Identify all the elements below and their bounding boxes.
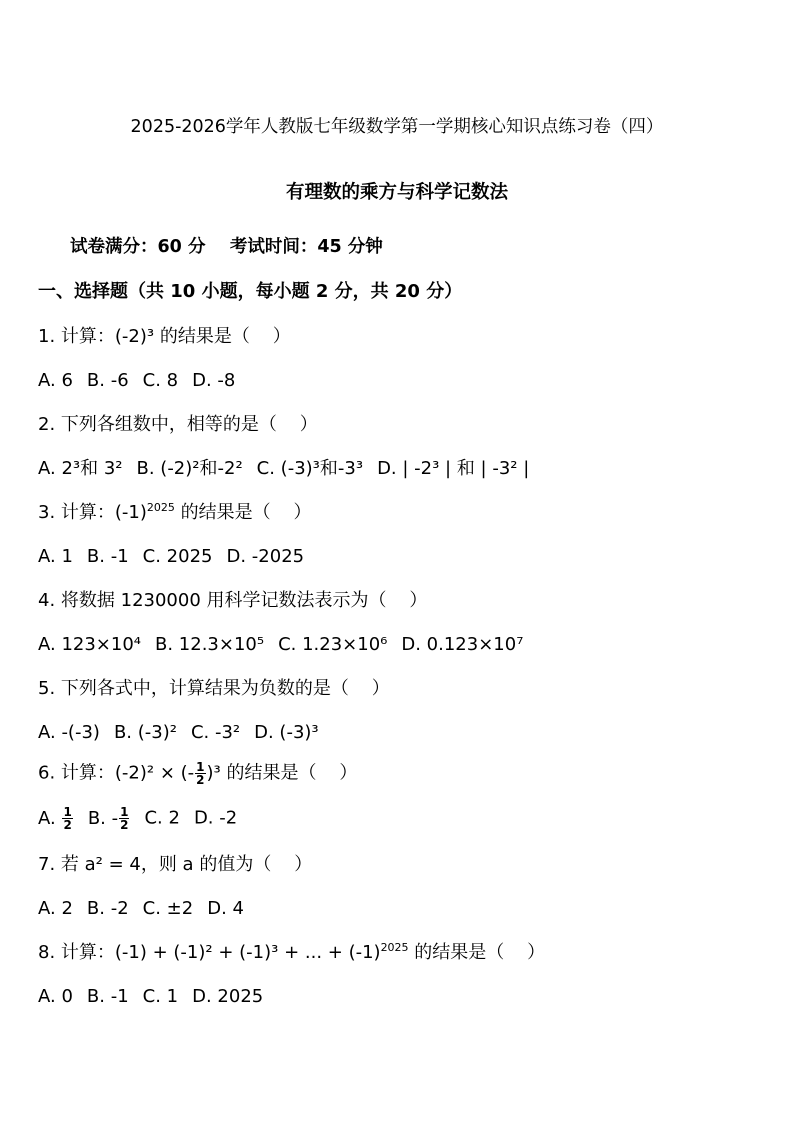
question-3-stem xyxy=(38,501,312,525)
question-2-options xyxy=(38,457,529,481)
q3-option-a: A. 1 xyxy=(38,546,73,567)
q6-fraction-numerator: 1 xyxy=(196,760,205,774)
question-4-options xyxy=(38,633,523,657)
exam-info xyxy=(70,233,383,258)
q5-option-c: C. -3² xyxy=(190,722,241,743)
q3-stem-tail: 的结果是（ ） xyxy=(174,502,312,523)
q3-option-d: D. -2025 xyxy=(226,546,305,567)
question-7-stem: 7. 若 a² = 4，则 a 的值为（ ） xyxy=(38,854,313,875)
q3-option-c: C. 2025 xyxy=(142,546,213,567)
q3-exponent: 2025 xyxy=(146,501,175,514)
question-1-stem: 1. 计算：(-2)³ 的结果是（ ） xyxy=(38,326,291,347)
question-6-stem xyxy=(38,761,357,786)
worksheet-title: 2025-2026学年人教版七年级数学第一学期核心知识点练习卷（四） xyxy=(130,117,664,137)
question-5-options xyxy=(38,721,319,745)
q4-option-c: C. 1.23×10⁶ xyxy=(278,634,388,655)
section-heading-choice: 一、选择题（共 10 小题，每小题 2 分，共 20 分） xyxy=(38,281,463,302)
q6-option-c: C. 2 xyxy=(144,807,180,829)
q6-option-b-numerator: 1 xyxy=(120,805,129,819)
q7-option-b: B. -2 xyxy=(86,898,129,919)
q4-option-b: B. 12.3×10⁵ xyxy=(155,634,265,655)
q6-option-a-numerator: 1 xyxy=(63,805,72,819)
q1-option-b: B. -6 xyxy=(86,370,129,391)
question-8-options xyxy=(38,985,263,1009)
q6-fraction xyxy=(195,761,205,786)
question-3-options xyxy=(38,545,304,569)
q6-option-a-denominator: 2 xyxy=(63,818,72,832)
question-6-options xyxy=(38,806,237,831)
q6-option-d: D. -2 xyxy=(193,807,238,829)
q1-option-c: C. 8 xyxy=(142,370,179,391)
q6-fraction-denominator: 2 xyxy=(196,773,205,787)
score-label: 试卷满分：60 分 xyxy=(70,237,206,257)
question-4-stem: 4. 将数据 1230000 用科学记数法表示为（ ） xyxy=(38,590,428,611)
q2-option-c: C. (-3)³和-3³ xyxy=(256,458,364,479)
q6-option-b-fraction xyxy=(119,806,129,831)
q2-option-d: D. | -2³ | 和 | -3² | xyxy=(377,458,530,479)
q4-option-d: D. 0.123×10⁷ xyxy=(401,634,524,655)
q3-option-b: B. -1 xyxy=(86,546,129,567)
q6-stem-text: 6. 计算：(-2)² × (- xyxy=(38,762,195,784)
q1-option-d: D. -8 xyxy=(192,370,236,391)
q2-option-b: B. (-2)²和-2² xyxy=(136,458,243,479)
q6-option-a xyxy=(38,805,74,832)
question-7-options xyxy=(38,897,244,921)
q2-option-a: A. 2³和 3² xyxy=(38,458,123,479)
q8-exponent: 2025 xyxy=(380,941,409,954)
q8-option-a: A. 0 xyxy=(38,986,73,1007)
question-2-stem: 2. 下列各组数中，相等的是（ ） xyxy=(38,414,318,435)
question-1-options xyxy=(38,369,235,393)
q5-option-b: B. (-3)² xyxy=(113,722,177,743)
q6-stem-tail: )³ 的结果是（ ） xyxy=(206,762,358,784)
q7-option-a: A. 2 xyxy=(38,898,73,919)
q6-option-b-label: B. - xyxy=(87,807,119,829)
q8-option-c: C. 1 xyxy=(142,986,179,1007)
q3-stem-text: 3. 计算：(-1) xyxy=(38,502,147,523)
q1-option-a: A. 6 xyxy=(38,370,73,391)
q6-option-a-fraction xyxy=(62,806,72,831)
q4-option-a: A. 123×10⁴ xyxy=(38,634,141,655)
q7-option-c: C. ±2 xyxy=(142,898,194,919)
time-label: 考试时间：45 分钟 xyxy=(229,237,383,257)
q6-option-b xyxy=(87,805,131,832)
q6-option-b-denominator: 2 xyxy=(120,818,129,832)
q8-stem-text: 8. 计算：(-1) + (-1)² + (-1)³ + ... + (-1) xyxy=(38,942,381,963)
question-8-stem xyxy=(38,941,545,965)
question-5-stem: 5. 下列各式中，计算结果为负数的是（ ） xyxy=(38,678,390,699)
worksheet-subtitle: 有理数的乘方与科学记数法 xyxy=(285,182,508,203)
q5-option-a: A. -(-3) xyxy=(38,722,100,743)
q6-option-a-label: A. xyxy=(38,807,56,829)
q8-option-b: B. -1 xyxy=(86,986,129,1007)
q7-option-d: D. 4 xyxy=(207,898,244,919)
q5-option-d: D. (-3)³ xyxy=(254,722,319,743)
q8-option-d: D. 2025 xyxy=(192,986,264,1007)
q8-stem-tail: 的结果是（ ） xyxy=(408,942,546,963)
